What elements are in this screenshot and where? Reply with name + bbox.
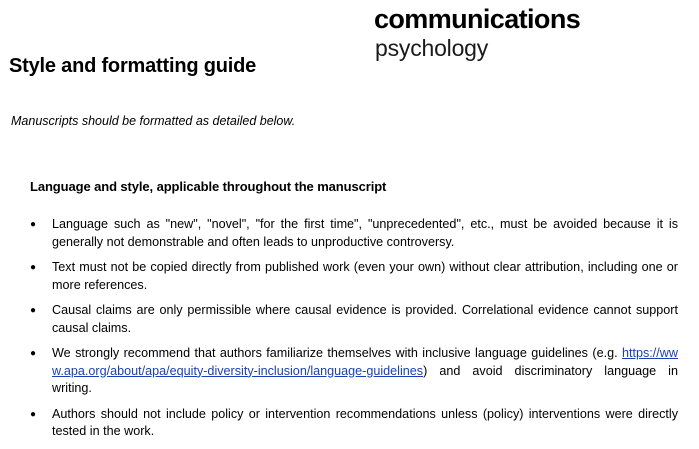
- journal-logo-line-2: psychology: [375, 35, 489, 61]
- bullet-icon: ●: [30, 305, 37, 316]
- journal-logo-line-1: communications: [374, 4, 581, 34]
- journal-logo: [374, 6, 580, 60]
- page-title: Style and formatting guide: [9, 55, 257, 78]
- intro-text: Manuscripts should be formatted as detailed below.: [11, 114, 296, 128]
- bullet-icon: ●: [30, 262, 37, 273]
- list-item: [30, 406, 678, 441]
- bullet-icon: ●: [30, 408, 37, 420]
- list-item-text: Text must not be copied directly from published work (even your own) without clear attribution, including one or more references.: [52, 260, 678, 292]
- list-item-text-after-link: ) and avoid discriminatory language in writing.: [52, 363, 678, 395]
- apa-language-guidelines-link[interactable]: https://www.apa.org/about/apa/equity-diversity-inclusion/language-guidelines: [52, 346, 678, 378]
- list-item-text-before-link: We strongly recommend that authors familiarize themselves with inclusive language guidelines (e.g.: [52, 346, 622, 360]
- list-item-text: Authors should not include policy or intervention recommendations unless (policy) interventions were directly tested in the work.: [52, 406, 678, 438]
- section-heading: Language and style, applicable throughout the manuscript: [30, 179, 387, 194]
- list-item-text: Language such as "new", "novel", "for the first time", "unprecedented", etc., must be avoided because it is generally not demonstrable and often leads to unproductive controversy.: [52, 217, 678, 249]
- bullet-icon: ●: [30, 219, 37, 230]
- document-header: [0, 0, 699, 92]
- guideline-list: [30, 216, 678, 441]
- list-item-text: Causal claims are only permissible where causal evidence is provided. Correlational evidence cannot support causal claims.: [52, 303, 678, 335]
- list-item: [30, 259, 678, 294]
- section-language-and-style: [30, 179, 678, 449]
- list-item: [30, 302, 678, 337]
- bullet-icon: ●: [30, 348, 37, 359]
- list-item: [30, 345, 678, 398]
- list-item: [30, 216, 678, 251]
